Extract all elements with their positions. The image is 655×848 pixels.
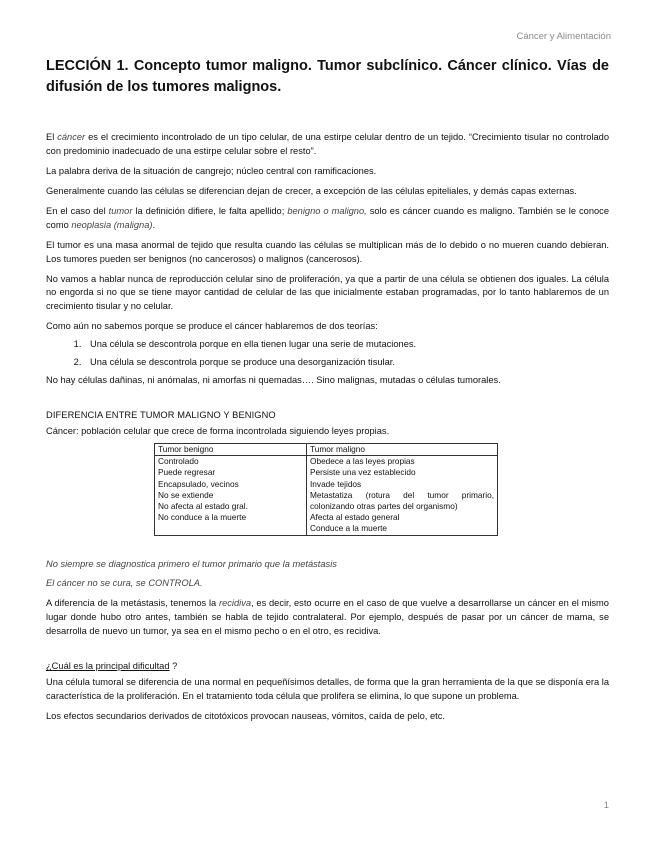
text-run: solo es cáncer cuando es maligno. También se le conoce como bbox=[46, 205, 609, 230]
list-item: 2. Una célula se descontrola porque se produce una desorganización tisular. bbox=[84, 356, 609, 370]
paragraph-recidiva bbox=[46, 597, 609, 639]
term-tumor: tumor bbox=[108, 205, 133, 216]
paragraph-theories-intro: Como aún no sabemos porque se produce el cáncer hablaremos de dos teorías: bbox=[46, 321, 378, 332]
table-header-row bbox=[155, 444, 498, 456]
lesson-title: LECCIÓN 1. Concepto tumor maligno. Tumor subclínico. Cáncer clínico. Vías de difusión de los tumores malignos. bbox=[46, 58, 609, 96]
benign-cell bbox=[155, 456, 307, 535]
section-heading-difference: DIFERENCIA ENTRE TUMOR MALIGNO Y BENIGNO bbox=[46, 410, 276, 421]
malignant-trait: Obedece a las leyes propias bbox=[310, 456, 415, 467]
text-run: , es decir, esto ocurre en el caso de que vuelve a desarrollarse un cáncer en el mismo lugar donde hubo otro antes, también se habla de tejido contralateral. Por ejemplo, después de pasar por un cáncer de mama, se desarrolla de nuevo un tumor, ya sea en el mismo pecho o en el otro, es recidiva. bbox=[46, 598, 609, 637]
term-benign-malignant: benigno o maligno, bbox=[287, 205, 367, 216]
term-recidiva: recidiva bbox=[218, 598, 252, 609]
question-mark: ? bbox=[169, 661, 178, 672]
text-run: A diferencia de la metástasis, tenemos la bbox=[46, 598, 219, 609]
benign-trait: Controlado bbox=[158, 456, 199, 467]
benign-trait: Encapsulado, vecinos bbox=[158, 478, 239, 489]
term-cancer: cáncer bbox=[57, 132, 86, 143]
malignant-trait: Afecta al estado general bbox=[310, 512, 400, 523]
malignant-trait: Conduce a la muerte bbox=[310, 523, 388, 534]
malignant-trait: Persiste una vez establecido bbox=[310, 467, 416, 478]
list-item: 1. Una célula se descontrola porque en ella tienen lugar una serie de mutaciones. bbox=[84, 338, 609, 352]
benign-trait: Puede regresar bbox=[158, 467, 216, 478]
benign-trait: No se extiende bbox=[158, 489, 214, 500]
text-run: la definición difiere, le falta apellido; bbox=[132, 205, 288, 216]
text-run: En el caso del bbox=[46, 205, 109, 216]
benign-trait: No conduce a la muerte bbox=[158, 512, 247, 523]
question-text: ¿Cuál es la principal dificultad bbox=[46, 661, 170, 672]
column-header-benign: Tumor benigno bbox=[155, 444, 307, 456]
paragraph-tumor-definition bbox=[46, 205, 609, 233]
malignant-cell bbox=[307, 456, 498, 535]
malignant-trait: Invade tejidos bbox=[310, 478, 362, 489]
benign-trait: No afecta al estado gral. bbox=[158, 500, 248, 511]
malignant-trait: Metastatiza (rotura del tumor primario, colonizando otras partes del organismo) bbox=[310, 489, 494, 511]
page-number: 1 bbox=[603, 800, 609, 811]
note-diagnosis: No siempre se diagnostica primero el tumor primario que la metástasis bbox=[46, 558, 337, 569]
paragraph-etymology: La palabra deriva de la situación de cangrejo; núcleo central con ramificaciones. bbox=[46, 165, 377, 176]
text-run: . bbox=[152, 219, 156, 230]
theories-list bbox=[46, 338, 609, 370]
table-row bbox=[155, 456, 498, 535]
paragraph-no-harmful-cells: No hay células dañinas, ni anómalas, ni amorfas ni quemadas…. Sino malignas, mutadas o células tumorales. bbox=[46, 375, 501, 386]
running-header: Cáncer y Alimentación bbox=[516, 31, 611, 42]
paragraph-tumor-mass: El tumor es una masa anormal de tejido que resulta cuando las células se multiplican más de lo debido o no mueren cuando debieran. Los tumores pueden ser benignos (no cancerosos) o malignos (cancerosos). bbox=[46, 239, 609, 264]
column-header-malignant: Tumor maligno bbox=[307, 444, 498, 456]
note-control: El cáncer no se cura, se CONTROLA. bbox=[46, 578, 203, 589]
question-main-difficulty bbox=[46, 661, 609, 671]
paragraph-differentiation: Generalmente cuando las células se diferencian dejan de crecer, a excepción de las células epiteliales, y demás capas externas. bbox=[46, 185, 577, 196]
paragraph-proliferation: No vamos a hablar nunca de reproducción celular sino de proliferación, ya que a partir de una célula se obtienen dos iguales. La célula no engorda si no que se tiene mayor cantidad de celular de las que inicialmente estaban programadas, por lo tanto hablaremos de un crecimiento tisular y no celular. bbox=[46, 273, 609, 312]
term-neoplasia: neoplasia (maligna) bbox=[71, 219, 153, 230]
document-body bbox=[46, 56, 609, 730]
paragraph-cancer-definition bbox=[46, 131, 609, 159]
comparison-table bbox=[154, 443, 498, 536]
text-run: El bbox=[46, 132, 58, 143]
paragraph-tumor-cell-difference: Una célula tumoral se diferencia de una normal en pequeñísimos detalles, de forma que la gran herramienta de la que se disponía era la característica de la proliferación. En el tratamiento toda célula que prolifera se elimina, lo que supone un problema. bbox=[46, 677, 609, 702]
text-run: es el crecimiento incontrolado de un tipo celular, de una estirpe celular dentro de un tejido. “Crecimiento tisular no controlado con predominio inadecuado de una estirpe celular sobre el resto”. bbox=[46, 132, 609, 156]
paragraph-cancer-population: Cáncer: población celular que crece de forma incontrolada siguiendo leyes propias. bbox=[46, 426, 390, 437]
paragraph-side-effects: Los efectos secundarios derivados de citotóxicos provocan nauseas, vómitos, caída de pelo, etc. bbox=[46, 711, 445, 722]
